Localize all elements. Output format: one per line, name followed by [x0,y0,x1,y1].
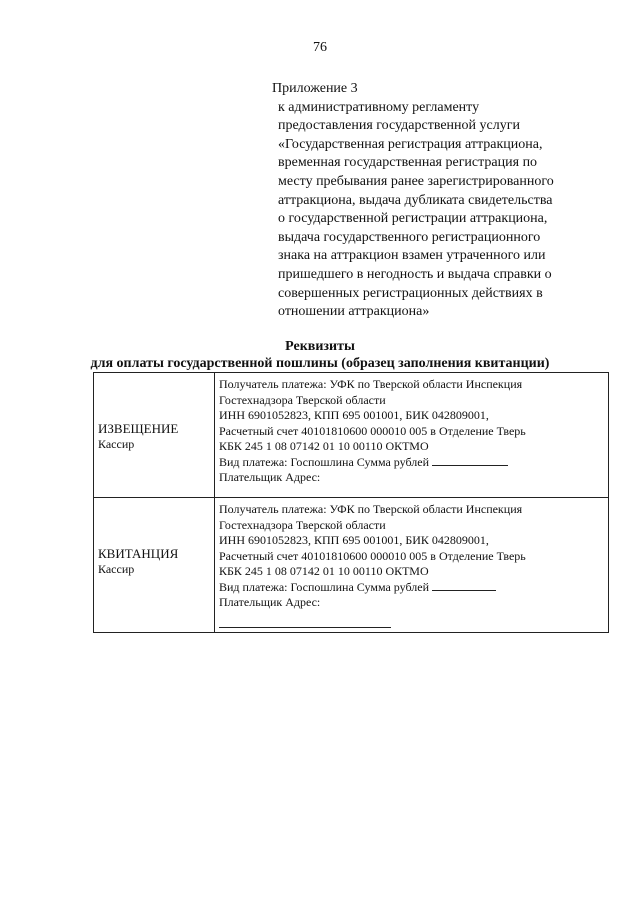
recipient-continuation: Гостехнадзора Тверской области [219,517,386,532]
table-row [94,373,609,498]
appendix-line: знака на аттракцион взамен утраченного или [278,248,546,264]
receipt-label-cell [94,498,215,633]
section-kind: КВИТАНЦИЯ [98,546,179,561]
table-row [94,498,609,633]
title-subtitle: для оплаты государственной пошлины (образец заполнения квитанции) [90,356,550,371]
address-blank-field[interactable] [219,613,391,628]
title-main: Реквизиты [285,339,355,354]
appendix-line: выдача государственного регистрационного [278,229,541,245]
tax-ids-line: ИНН 6901052823, КПП 695 001001, БИК 042809001, [219,408,489,422]
appendix-line: аттракциона, выдача дубликата свидетельства [278,192,553,208]
document-title [0,338,640,372]
cashier-label: Кассир [98,561,135,576]
appendix-line: предоставления государственной услуги [278,118,520,134]
notice-details-cell [215,373,609,498]
payment-type-line [219,580,608,596]
account-line: Расчетный счет 40101810600 000010 005 в Отделение Тверь [219,548,526,563]
amount-blank-field[interactable] [432,580,496,591]
cashier-label: Кассир [98,436,135,451]
payment-type-text: Вид платежа: Госпошлина Сумма рублей [219,579,430,594]
appendix-line: отношении аттракциона» [278,304,430,320]
payment-receipt-table [93,372,609,633]
payment-type-line [219,455,608,471]
appendix-block [272,80,602,322]
appendix-line: месту пребывания ранее зарегистрированного [278,173,554,189]
page-number: 76 [313,40,327,55]
appendix-line: совершенных регистрационных действиях в [278,285,543,301]
appendix-line: о государственной регистрации аттракциона, [278,211,548,227]
notice-label-cell [94,373,215,498]
recipient-continuation: Гостехнадзора Тверской области [219,392,386,407]
appendix-line: к административному регламенту [278,99,480,115]
recipient-line: Получатель платежа: УФК по Тверской области Инспекция [219,377,523,391]
appendix-line: временная государственная регистрация по [278,155,538,171]
receipt-details-cell [215,498,609,633]
amount-blank-field[interactable] [432,455,508,466]
appendix-line: «Государственная регистрация аттракциона, [278,136,543,152]
appendix-line: пришедшего в негодность и выдача справки о [278,266,552,282]
payment-type-text: Вид платежа: Госпошлина Сумма рублей [219,454,430,469]
appendix-heading: Приложение 3 [272,81,358,96]
tax-ids-line: ИНН 6901052823, КПП 695 001001, БИК 042809001, [219,533,489,547]
account-line: Расчетный счет 40101810600 000010 005 в Отделение Тверь [219,423,526,438]
payer-address-line: Плательщик Адрес: [219,595,321,609]
recipient-line: Получатель платежа: УФК по Тверской области Инспекция [219,502,523,516]
section-kind: ИЗВЕЩЕНИЕ [98,421,179,436]
payer-address-line: Плательщик Адрес: [219,470,321,484]
kbk-line: КБК 245 1 08 07142 01 10 00110 ОКТМО [219,564,429,578]
kbk-line: КБК 245 1 08 07142 01 10 00110 ОКТМО [219,439,429,453]
